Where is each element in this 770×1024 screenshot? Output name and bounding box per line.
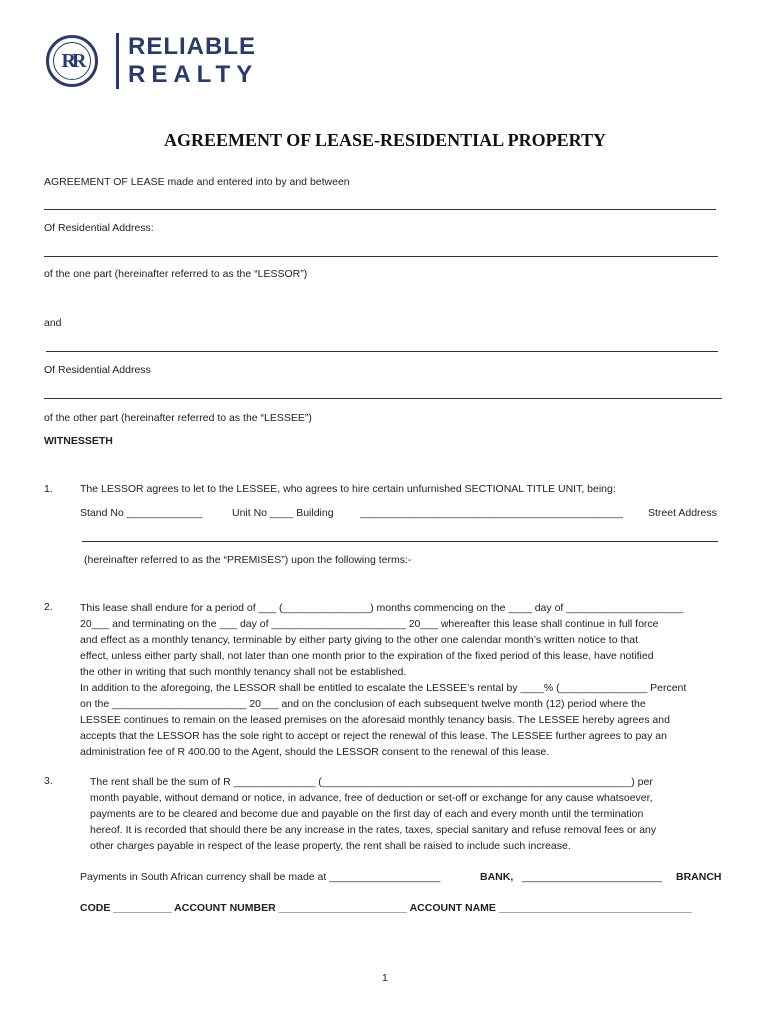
payments-text: Payments in South African currency shall be made at ___________________ (80, 871, 441, 883)
witnesseth-heading: WITNESSETH (44, 435, 113, 447)
clause-3-line: The rent shall be the sum of R ______________ (_____________________________________________________) per (90, 776, 653, 788)
building-line: _____________________________________________ (360, 507, 623, 519)
clause-3-line: payments are to be cleared and become due and payable on the first day of each and every month until the termination (90, 808, 644, 820)
clause-3-number: 3. (44, 775, 53, 787)
branch-label: BRANCH (676, 871, 722, 883)
clause-2-line: This lease shall endure for a period of ___ (_______________) months commencing on the ____ day of ____________________ (80, 602, 684, 614)
clause-2-line: and effect as a monthly tenancy, terminable by either party giving to the other one calendar month’s written notice to that (80, 634, 638, 646)
lessee-name-line (46, 351, 718, 352)
stand-number-field: Stand No _____________ (80, 507, 203, 519)
logo-text-line1: RELIABLE (128, 33, 256, 60)
clause-1-number: 1. (44, 483, 53, 495)
bank-line: ________________________ (522, 871, 663, 883)
logo-monogram-icon: RR (46, 35, 98, 87)
clause-2-line: accepts that the LESSOR has the sole right to accept or reject the renewal of this lease. The LESSEE further agrees to pay an (80, 730, 667, 742)
clause-3-line: other charges payable in respect of the lease property, the rent shall be raised to include such increase. (90, 840, 571, 852)
lessor-address-line (44, 256, 718, 257)
street-address-label: Street Address (648, 507, 717, 519)
clause-2-line: effect, unless either party shall, not later than one month prior to the expiration of the fixed period of this lease, have notified (80, 650, 654, 662)
bank-label: BANK, (480, 871, 514, 883)
lessor-reference: of the one part (hereinafter referred to as the “LESSOR”) (44, 268, 308, 280)
document-title: AGREEMENT OF LEASE-RESIDENTIAL PROPERTY (164, 130, 606, 150)
lessor-name-line (44, 209, 716, 210)
clause-2-line: the other in writing that such monthly tenancy shall not be established. (80, 666, 407, 678)
lessee-address-label: Of Residential Address (44, 364, 151, 376)
logo-divider (116, 33, 119, 89)
clause-3-line: month payable, without demand or notice, in advance, free of deduction or set-off or exchange for any cause whatsoever, (90, 792, 653, 804)
logo-text-line2: REALTY (128, 61, 259, 88)
clause-3-text (90, 774, 716, 854)
clause-2-line: 20___ and terminating on the ___ day of _______________________ 20___ whereafter this lease shall continue in full force (80, 618, 659, 630)
clause-2-text (80, 600, 726, 760)
and-text: and (44, 317, 62, 329)
clause-2-line: on the _______________________ 20___ and on the conclusion of each subsequent twelve month (12) period where the (80, 698, 646, 710)
clause-2-line: LESSEE continues to remain on the leased premises on the aforesaid monthly tenancy basis. The LESSEE hereby agrees and (80, 714, 670, 726)
company-logo (46, 33, 261, 93)
page-number: 1 (382, 972, 388, 984)
unit-number-field: Unit No ____ Building (232, 507, 334, 519)
clause-1-text: The LESSOR agrees to let to the LESSEE, who agrees to hire certain unfurnished SECTIONAL TITLE UNIT, being: (80, 483, 616, 495)
intro-text: AGREEMENT OF LEASE made and entered into by and between (44, 176, 350, 188)
lessee-reference: of the other part (hereinafter referred to as the “LESSEE”) (44, 412, 312, 424)
clause-3-line: hereof. It is recorded that should there be any increase in the rates, taxes, special sanitary and refuse removal fees or any (90, 824, 657, 836)
lessee-address-line (44, 398, 722, 399)
lessor-address-label: Of Residential Address: (44, 222, 154, 234)
street-address-line (82, 541, 718, 542)
clause-2-number: 2. (44, 601, 53, 613)
clause-2-line: administration fee of R 400.00 to the Agent, should the LESSOR consent to the renewal of this lease. (80, 746, 550, 758)
premises-text: (hereinafter referred to as the “PREMISES”) upon the following terms:- (84, 554, 412, 566)
clause-2-line: In addition to the aforegoing, the LESSOR shall be entitled to escalate the LESSEE’s rental by ____% (_______________ Percent (80, 682, 687, 694)
account-details: CODE __________ ACCOUNT NUMBER ______________________ ACCOUNT NAME _________________________________ (80, 902, 692, 914)
